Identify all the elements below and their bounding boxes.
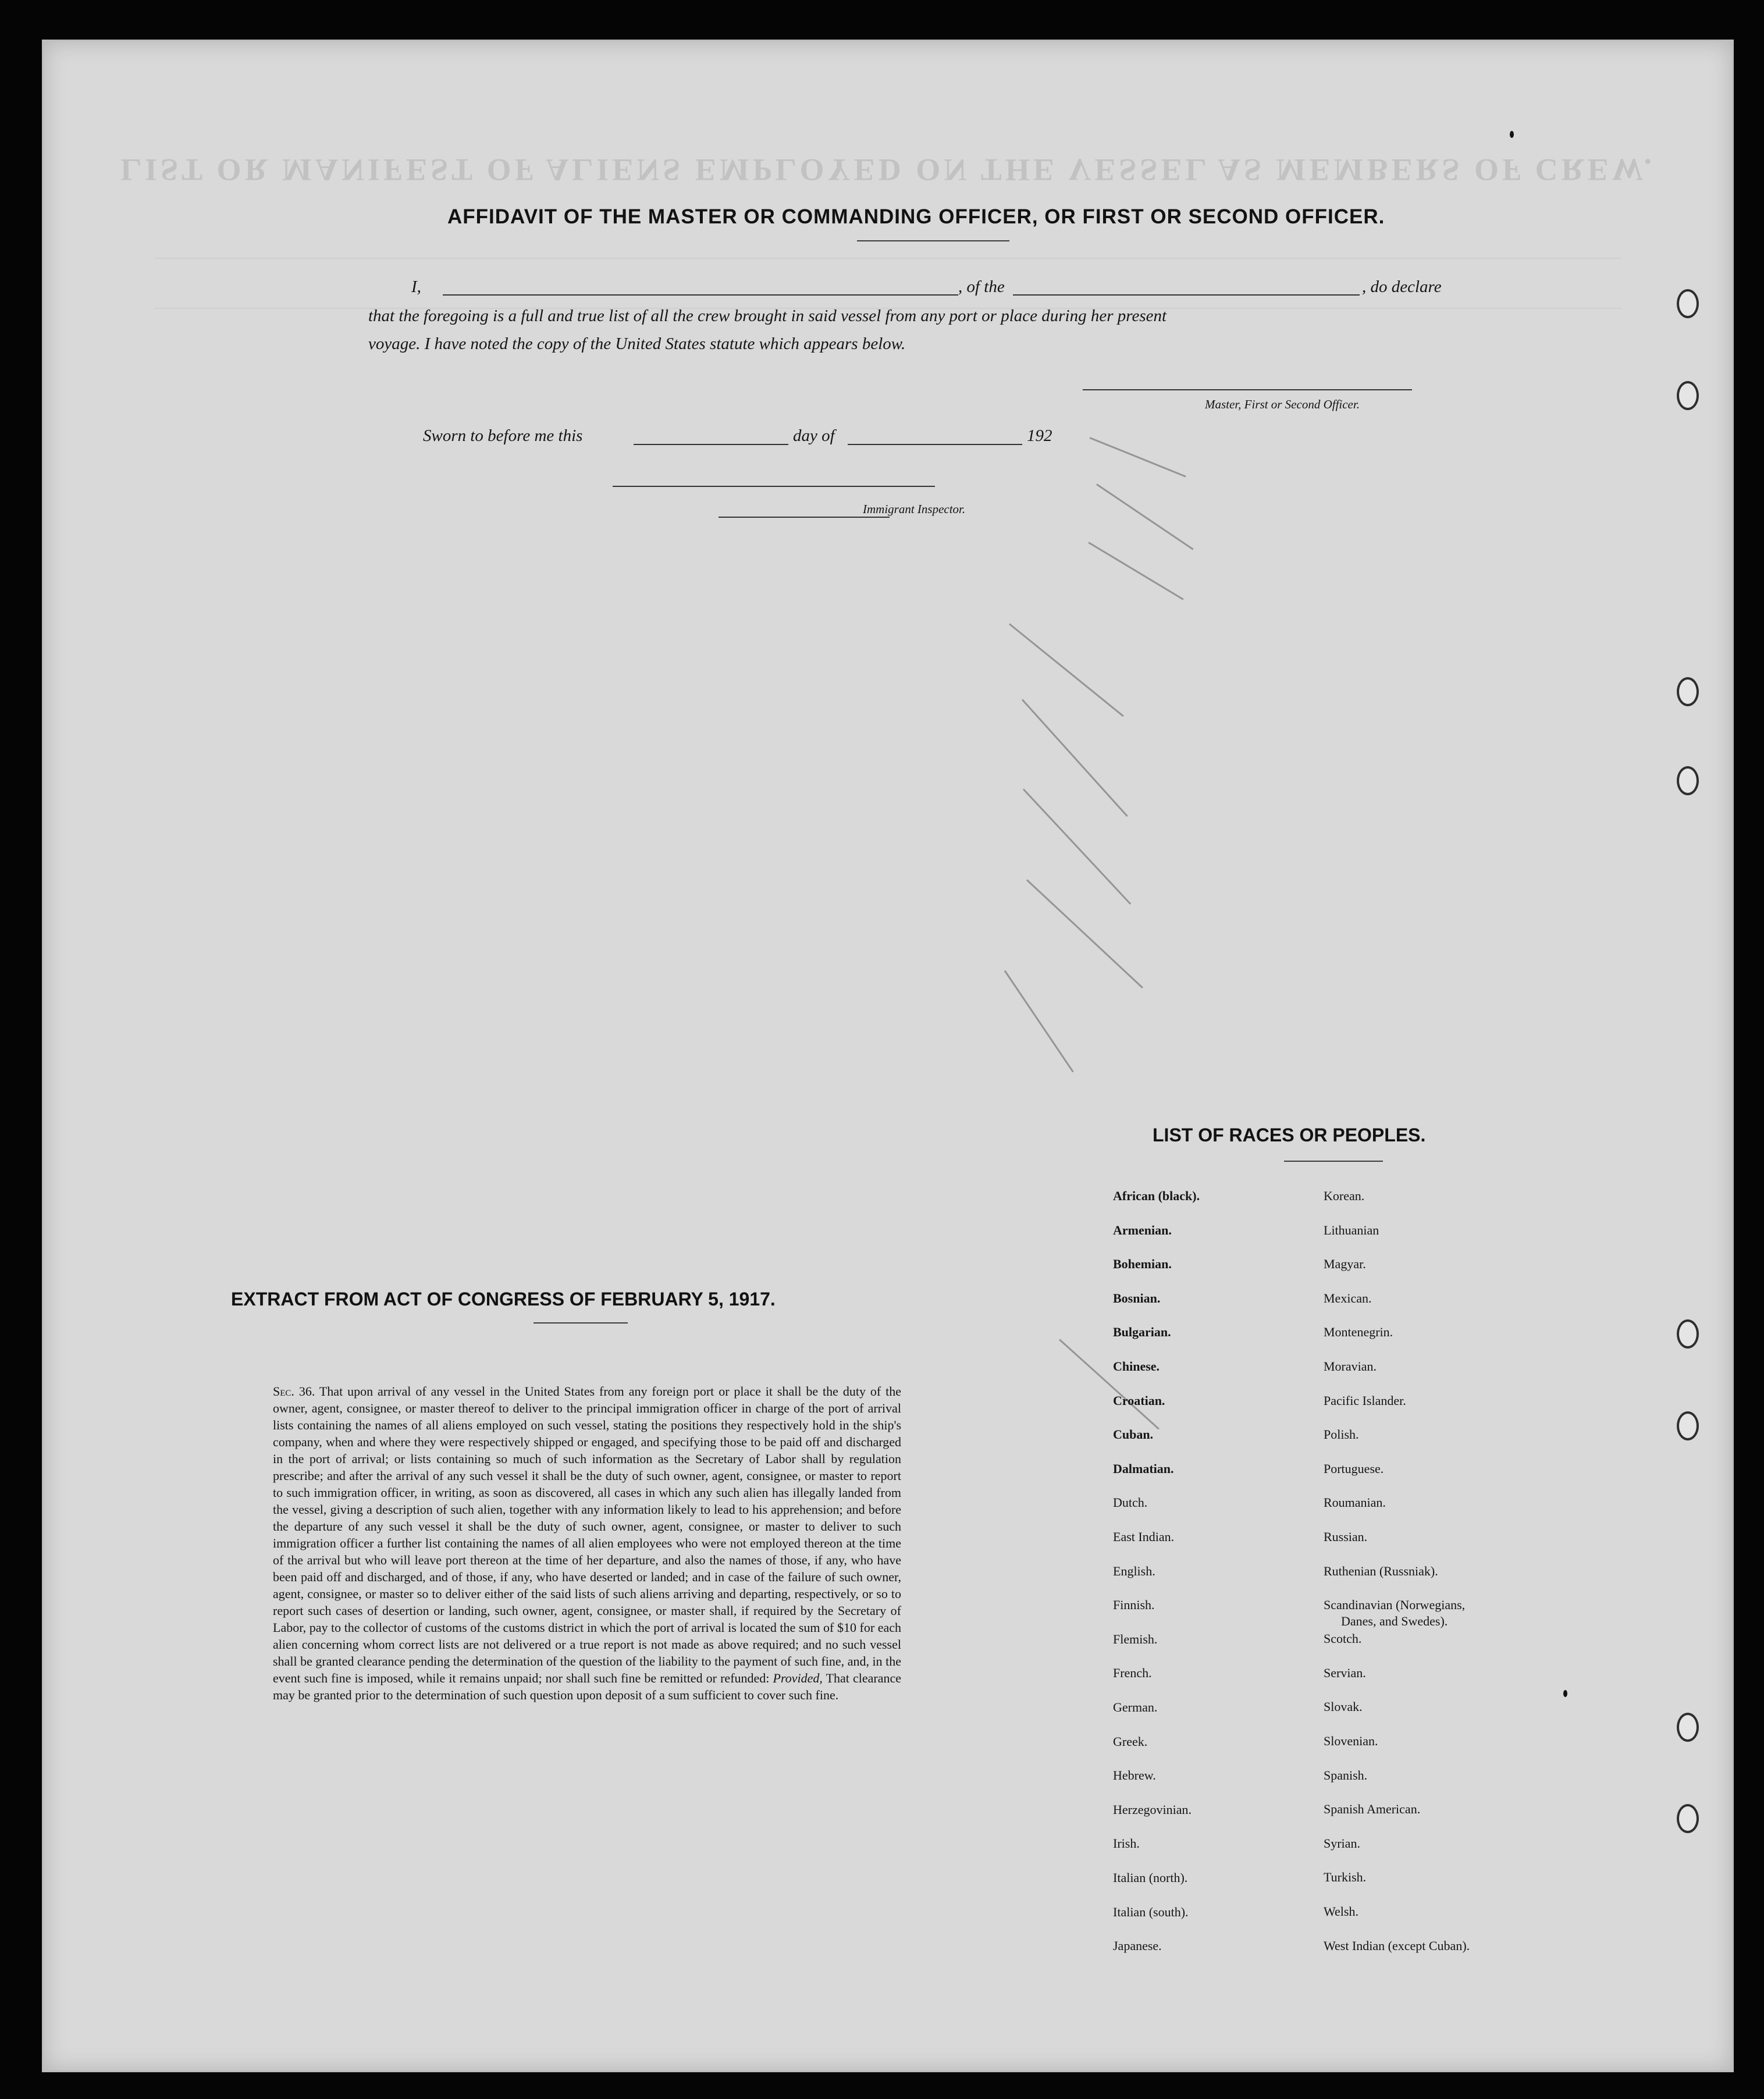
race-item: Bohemian. <box>1113 1257 1172 1272</box>
affidavit-title: AFFIDAVIT OF THE MASTER OR COMMANDING OFFICER, OR FIRST OR SECOND OFFICER. <box>447 205 1385 228</box>
extract-proviso-word: Provided, <box>773 1671 823 1685</box>
race-item: East Indian. <box>1113 1529 1175 1544</box>
affidavit-do-declare: , do declare <box>1362 278 1442 296</box>
bleed-through-title: LIST OR MANIFEST OF ALIENS EMPLOYED ON THE VESSEL AS MEMBERS OF CREW. <box>120 152 1656 187</box>
signature-label: Master, First or Second Officer. <box>1205 397 1360 411</box>
race-item: Spanish. <box>1324 1767 1368 1783</box>
race-item: German. <box>1113 1700 1158 1714</box>
race-item: Armenian. <box>1113 1222 1172 1237</box>
race-item: Mexican. <box>1324 1290 1372 1305</box>
race-item: Polish. <box>1324 1427 1359 1442</box>
punch-hole <box>1677 1804 1699 1833</box>
race-item: Moravian. <box>1324 1359 1377 1374</box>
races-title-underline <box>1284 1161 1383 1162</box>
race-item: Croatian. <box>1113 1393 1165 1408</box>
race-item: Roumanian. <box>1324 1495 1386 1510</box>
race-item: Danes, and Swedes). <box>1341 1614 1448 1629</box>
pencil-mark <box>1089 437 1186 477</box>
punch-hole <box>1677 1319 1699 1349</box>
races-title: LIST OF RACES OR PEOPLES. <box>1153 1125 1426 1145</box>
signature-line <box>1083 389 1412 390</box>
race-item: Ruthenian (Russniak). <box>1324 1563 1438 1578</box>
race-item: Herzegovinian. <box>1113 1802 1192 1817</box>
document-page <box>42 40 1734 2072</box>
race-item: Irish. <box>1113 1836 1140 1851</box>
vessel-blank-line <box>1013 294 1360 296</box>
name-blank-line <box>443 294 958 296</box>
pencil-mark <box>1096 483 1193 550</box>
race-item: Bosnian. <box>1113 1290 1161 1305</box>
race-item: Scotch. <box>1324 1631 1362 1646</box>
sworn-prefix: Sworn to before me this <box>423 426 583 445</box>
race-item: Scandinavian (Norwegians, <box>1324 1598 1466 1613</box>
race-item: Turkish. <box>1324 1870 1367 1885</box>
race-item: West Indian (except Cuban). <box>1324 1938 1470 1953</box>
pencil-mark <box>1026 879 1143 988</box>
race-item: Italian (south). <box>1113 1904 1189 1919</box>
ink-speck <box>1510 131 1514 138</box>
affidavit-line-2: that the foregoing is a full and true list of all the crew brought in said vessel from any port or place during her present <box>368 307 1167 325</box>
race-item: Welsh. <box>1324 1904 1358 1919</box>
race-item: Lithuanian <box>1324 1222 1379 1237</box>
race-item: Hebrew. <box>1113 1768 1156 1783</box>
race-item: Dutch. <box>1113 1495 1148 1510</box>
affidavit-line-3: voyage. I have noted the copy of the United States statute which appears below. <box>368 335 906 353</box>
extract-title: EXTRACT FROM ACT OF CONGRESS OF FEBRUARY 5, 1917. <box>231 1289 776 1310</box>
race-item: African (black). <box>1113 1189 1200 1203</box>
ink-speck <box>1563 1690 1567 1697</box>
sworn-month-line <box>848 444 1022 445</box>
sworn-day-line <box>634 444 788 445</box>
inspector-label: Immigrant Inspector. <box>863 502 966 516</box>
extract-proviso-rest: That clearance may be granted prior to the determination of such question upon deposit of a sum sufficient to cover such fine. <box>273 1671 902 1702</box>
punch-hole <box>1677 289 1699 318</box>
affidavit-of-the: , of the <box>958 278 1005 296</box>
race-item: Cuban. <box>1113 1427 1154 1442</box>
race-item: French. <box>1113 1666 1152 1681</box>
race-item: Syrian. <box>1324 1835 1360 1851</box>
inspector-signature-line <box>613 486 935 487</box>
pencil-mark <box>1004 970 1074 1073</box>
race-item: Portuguese. <box>1324 1461 1384 1476</box>
pencil-mark <box>1088 542 1183 600</box>
punch-hole <box>1677 1411 1699 1440</box>
race-item: Magyar. <box>1324 1257 1366 1272</box>
race-item: Finnish. <box>1113 1598 1155 1613</box>
pencil-mark <box>1023 788 1131 905</box>
race-item: Italian (north). <box>1113 1870 1188 1885</box>
race-item: Slovenian. <box>1324 1734 1378 1748</box>
extract-title-underline <box>534 1322 628 1324</box>
punch-hole <box>1677 677 1699 706</box>
punch-hole <box>1677 381 1699 410</box>
punch-hole <box>1677 766 1699 795</box>
extract-section: Sec. 36. <box>273 1384 315 1399</box>
race-item: Greek. <box>1113 1734 1148 1749</box>
race-item: Bulgarian. <box>1113 1325 1171 1340</box>
race-item: Russian. <box>1324 1529 1368 1544</box>
race-item: Dalmatian. <box>1113 1461 1174 1476</box>
race-item: Korean. <box>1324 1189 1365 1203</box>
pencil-mark <box>1022 699 1128 817</box>
title-underline <box>857 240 1009 241</box>
sworn-year: 192 <box>1027 426 1052 445</box>
punch-hole <box>1677 1713 1699 1742</box>
race-item: Flemish. <box>1113 1631 1158 1646</box>
race-item: Spanish American. <box>1324 1802 1421 1817</box>
race-item: Slovak. <box>1324 1699 1363 1714</box>
extract-body: That upon arrival of any vessel in the United States from any foreign port or place it shall be the duty of the owner, agent, consignee, or master thereof to deliver to the principal immigration officer in charge of the port of arrival lists containing the names of all aliens employed on such vessel, stating the positions they respectively hold in the ship's company, when and where they were respectively shipped or engaged, and specifying those to be paid off and discharged in the port of arrival; or lists containing so much of such information as the Secretary of Labor shall by regulation prescribe; and after the arrival of any such vessel it shall be the duty of such owner, agent, consignee, or master to report to such immigration officer, in writing, as soon as discovered, all cases in which any such alien has illegally landed from the vessel, giving a description of such alien, together with any information likely to lead to his apprehension; and before the departure of any such vessel it shall be the duty of such owner, agent, consignee, or master to deliver to such immigration officer a further list containing the names of all alien employees who were not employed thereon at the time of the arrival but who will leave port thereon at the time of her departure, and also the names of those, if any, who have been paid off and discharged, and of those, if any, who have deserted or landed; and in case of the failure of such owner, agent, consignee, or master so to deliver either of the said lists of such aliens arriving and departing, respectively, or so to report such cases of desertion or landing, such owner, agent, consignee, or master shall, if required by the Secretary of Labor, pay to the collector of customs of the customs district in which the port of arrival is located the sum of $10 for each alien concerning whom correct lists are not delivered or a true report is not made as above required; and no such vessel shall be granted clearance pending the determination of the question of the liability to the payment of such fine, and, in the event such fine is imposed, while it remains unpaid; nor shall such fine be remitted or refunded: <box>273 1384 901 1685</box>
sworn-day-of: day of <box>793 426 835 445</box>
race-item: Japanese. <box>1113 1938 1162 1954</box>
race-item: Servian. <box>1324 1665 1366 1680</box>
pencil-mark <box>1059 1339 1160 1429</box>
extract-text <box>273 1383 901 1703</box>
race-item: Pacific Islander. <box>1324 1393 1406 1408</box>
race-item: Montenegrin. <box>1324 1325 1393 1340</box>
inspector-short-line <box>719 517 890 518</box>
race-item: Chinese. <box>1113 1359 1160 1374</box>
affidavit-i: I, <box>411 278 421 296</box>
race-item: English. <box>1113 1563 1155 1578</box>
